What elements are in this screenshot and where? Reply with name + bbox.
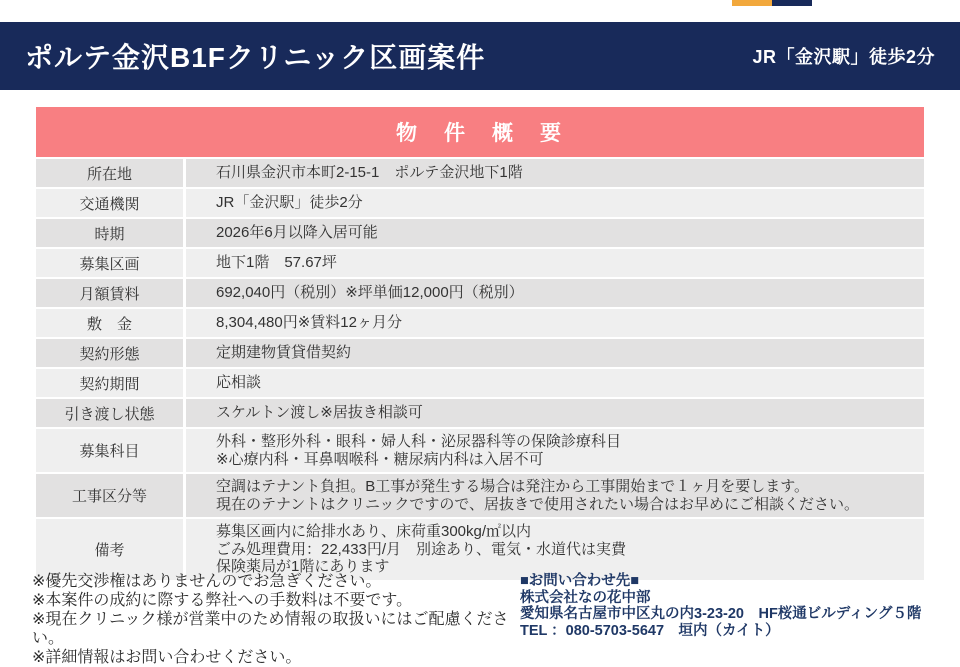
row-value-line: 外科・整形外科・眼科・婦人科・泌尿器科等の保険診療科目 — [216, 433, 622, 450]
table-row — [36, 429, 924, 472]
row-value-line: 応相談 — [216, 374, 262, 392]
table-row — [36, 189, 924, 217]
row-value — [186, 189, 924, 217]
row-value — [186, 399, 924, 427]
contact-line: 愛知県名古屋市中区丸の内3-23-20 HF桜通ビルディング５階 — [520, 606, 922, 622]
table-header: 物 件 概 要 — [36, 107, 924, 157]
row-value-line: ごみ処理費用：22,433円/月 別途あり、電気・水道代は実費 — [216, 540, 627, 558]
footnote-line: ※詳細情報はお問い合わせください。 — [32, 649, 302, 666]
row-label: 引き渡し状態 — [36, 399, 186, 427]
row-value-line: 募集区画内に給排水あり、床荷重300kg/㎡以内 — [216, 523, 532, 540]
row-label: 時期 — [36, 219, 186, 247]
row-label: 交通機関 — [36, 189, 186, 217]
row-value — [186, 249, 924, 277]
page-title: ポルテ金沢B1Fクリニック区画案件 — [25, 42, 486, 73]
row-value — [186, 429, 924, 472]
row-value — [186, 339, 924, 367]
table-row — [36, 249, 924, 277]
footnotes — [32, 572, 512, 667]
contact-block — [520, 573, 950, 639]
row-value-line: スケルトン渡し※居抜き相談可 — [216, 404, 423, 422]
footnote-line: ※本案件の成約に際する弊社への手数料は不要です。 — [32, 592, 413, 609]
row-value — [186, 309, 924, 337]
row-label: 月額賃料 — [36, 279, 186, 307]
contact-line: 株式会社なの花中部 — [520, 589, 651, 606]
footnote-line: ※優先交渉権はありませんのでお急ぎください。 — [32, 573, 382, 590]
table-row — [36, 309, 924, 337]
row-label: 募集区画 — [36, 249, 186, 277]
row-value — [186, 519, 924, 580]
row-value-line: 地下1階 57.67坪 — [216, 254, 337, 272]
row-label: 募集科目 — [36, 429, 186, 472]
table-row — [36, 279, 924, 307]
row-label: 契約形態 — [36, 339, 186, 367]
table-row — [36, 474, 924, 517]
row-value-line: 692,040円（税別）※坪単価12,000円（税別） — [216, 284, 524, 302]
row-value — [186, 219, 924, 247]
row-value-line: JR「金沢駅」徒歩2分 — [216, 194, 363, 212]
title-bar — [0, 22, 960, 90]
table-row — [36, 399, 924, 427]
property-overview-table — [36, 107, 924, 582]
table-row — [36, 519, 924, 580]
row-value-line: 空調はテナント負担。B工事が発生する場合は発注から工事開始まで１ヶ月を要します。 — [216, 478, 810, 495]
row-value-line: 現在のテナントはクリニックですので、居抜きで使用されたい場合はお早めにご相談ください。 — [216, 495, 860, 513]
table-row — [36, 219, 924, 247]
partial-logo — [732, 0, 812, 6]
row-label: 備考 — [36, 519, 186, 580]
row-label: 敷 金 — [36, 309, 186, 337]
row-label: 契約期間 — [36, 369, 186, 397]
row-value-line: 定期建物賃貸借契約 — [216, 344, 352, 362]
table-row — [36, 159, 924, 187]
table-rows — [36, 159, 924, 580]
footnote-line: ※現在クリニック様が営業中のため情報の取扱いにはご配慮ください。 — [32, 611, 509, 647]
row-label: 工事区分等 — [36, 474, 186, 517]
contact-line: TEL ：080-5703-5647 垣内（カイト） — [520, 622, 780, 639]
row-value — [186, 369, 924, 397]
row-value — [186, 474, 924, 517]
row-value-line: 石川県金沢市本町2-15-1 ポルテ金沢地下1階 — [216, 164, 523, 182]
row-label: 所在地 — [36, 159, 186, 187]
logo-navy-bar — [772, 0, 812, 6]
row-value-line: 2026年6月以降入居可能 — [216, 224, 378, 242]
row-value-line: 保険薬局が1階にあります — [216, 558, 390, 575]
row-value — [186, 159, 924, 187]
station-access-label: JR「金沢駅」徒歩2分 — [752, 47, 935, 67]
table-row — [36, 339, 924, 367]
table-row — [36, 369, 924, 397]
row-value — [186, 279, 924, 307]
row-value-line: ※心療内科・耳鼻咽喉科・糖尿病内科は入居不可 — [216, 450, 544, 468]
row-value-line: 8,304,480円※賃料12ヶ月分 — [216, 314, 402, 332]
contact-line: ■お問い合わせ先■ — [520, 573, 640, 589]
logo-orange-bar — [732, 0, 772, 6]
